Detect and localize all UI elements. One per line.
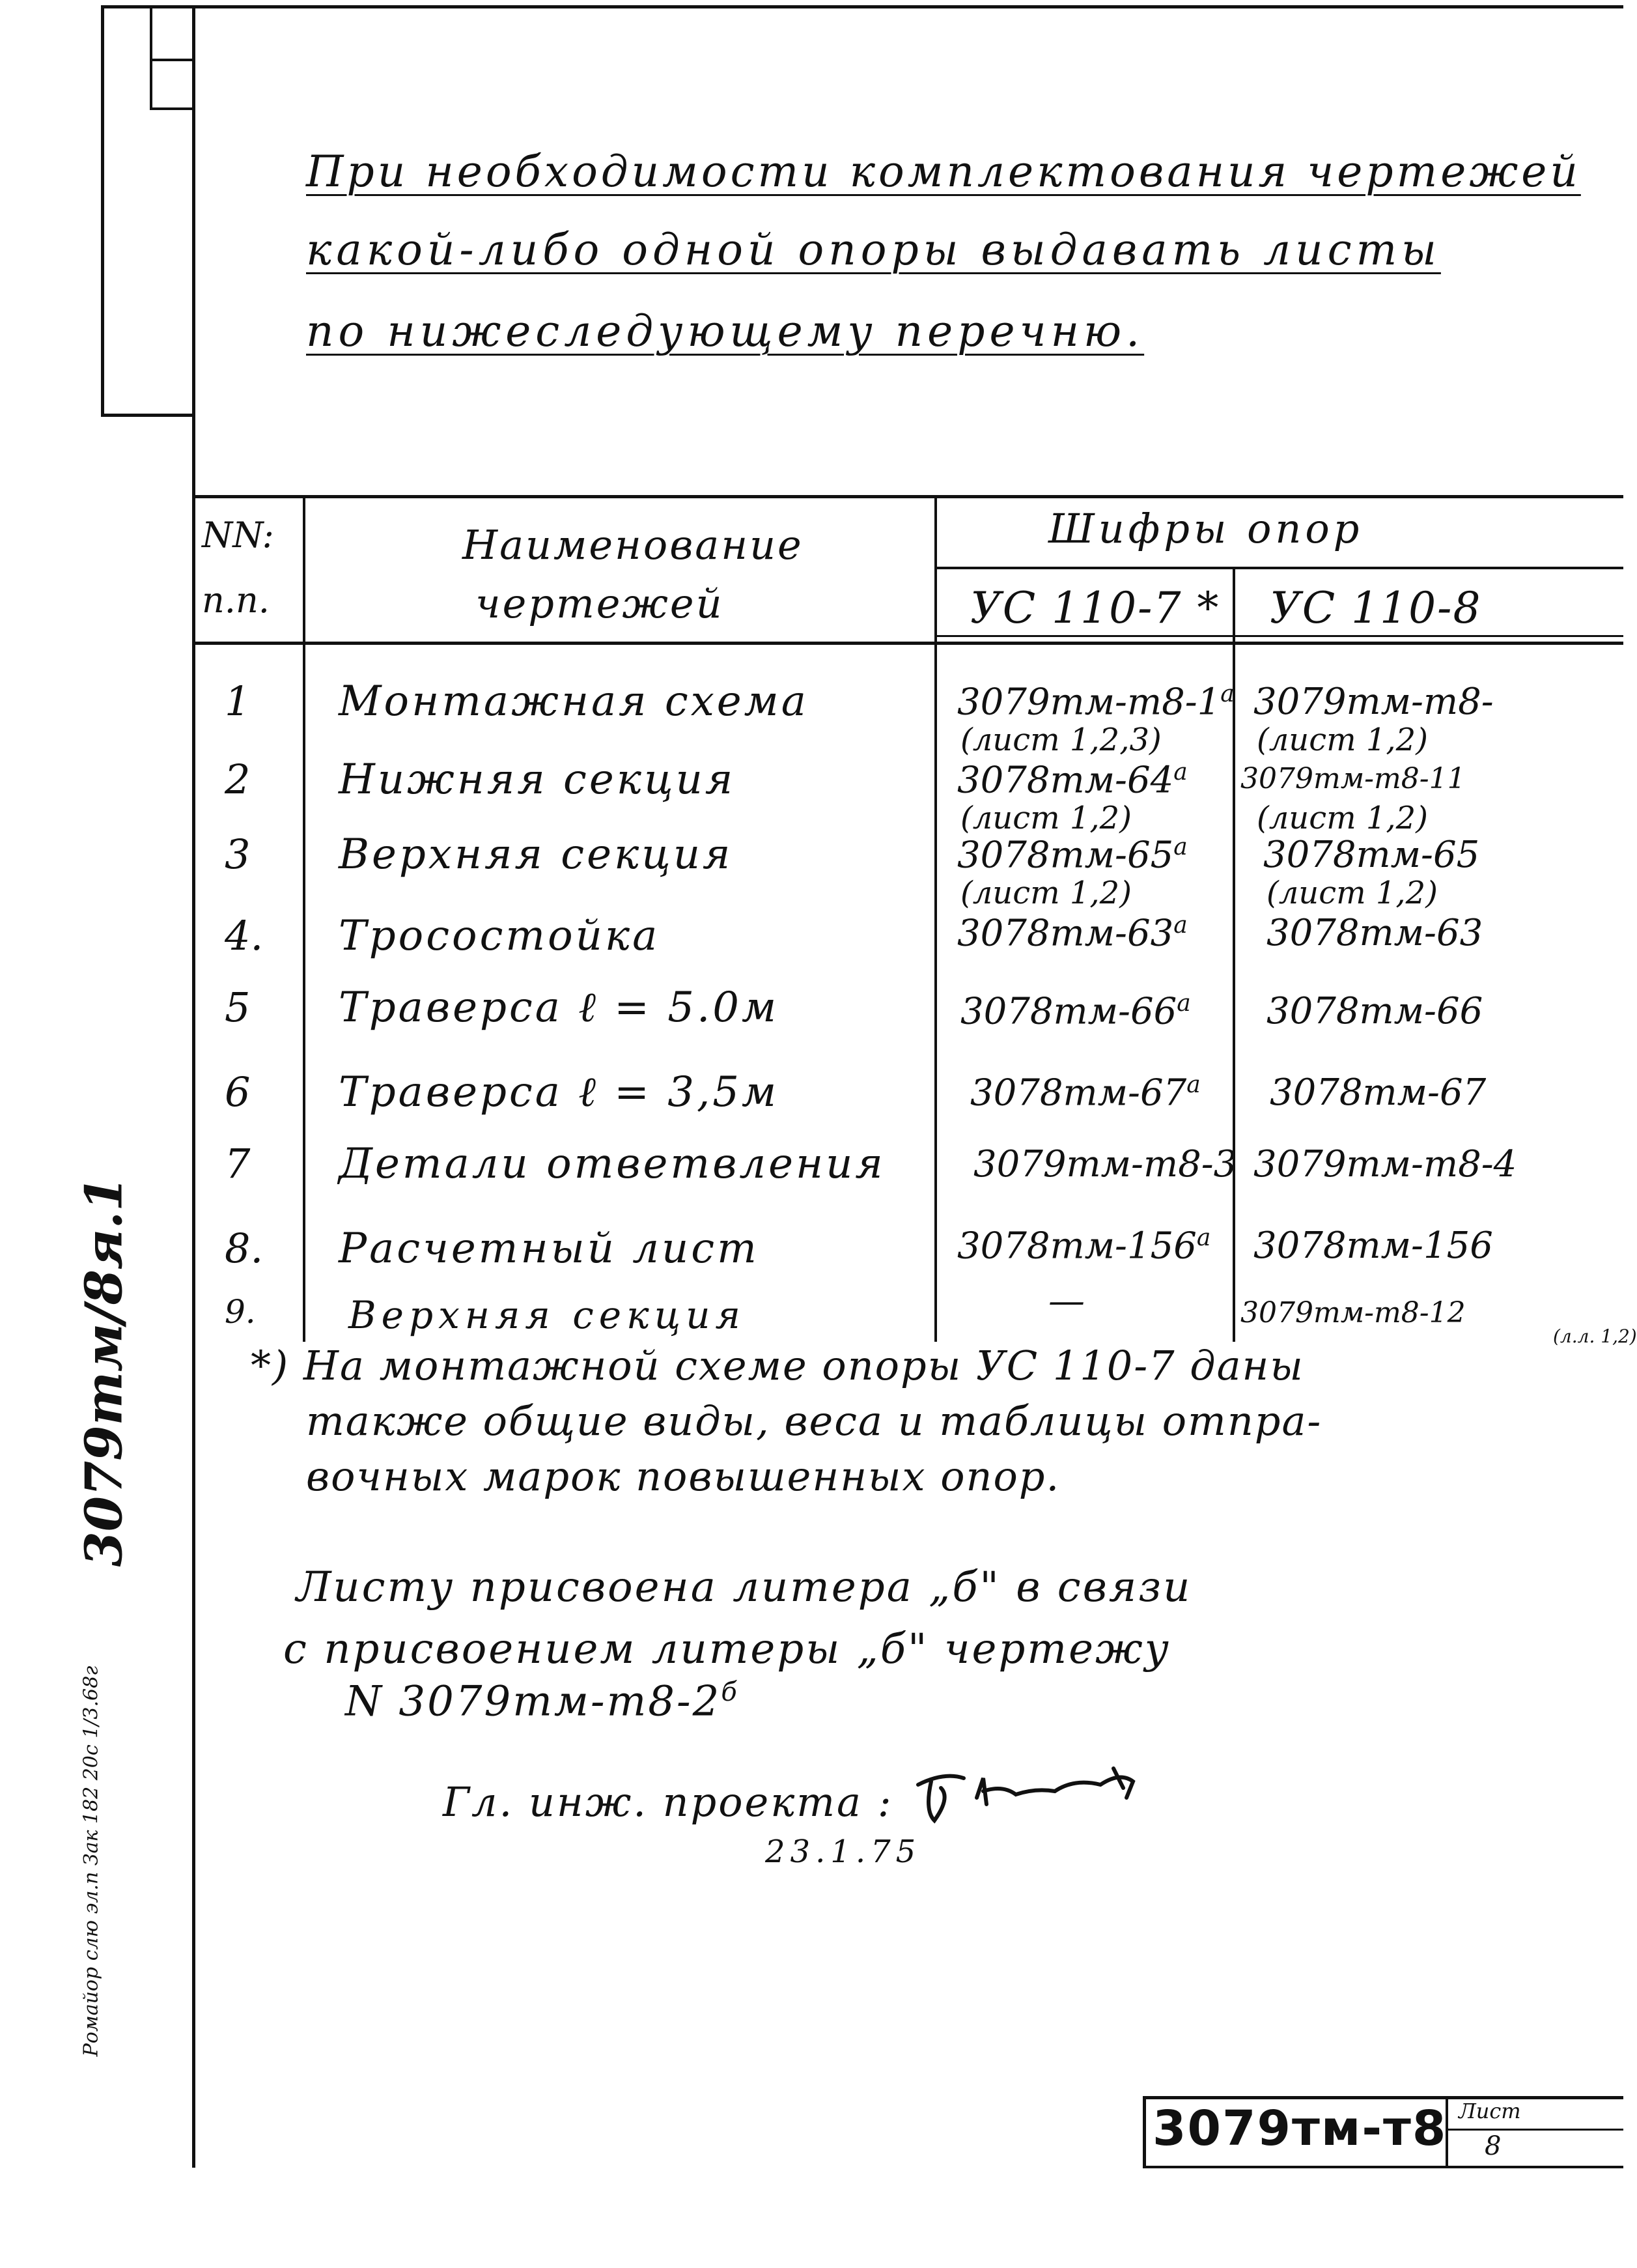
row-code-a: $3078тм-64^а$ bbox=[957, 759, 1188, 802]
title-block-number: 3079тм-т8 bbox=[1153, 2101, 1448, 2157]
litera-note-line-1: Листу присвоена литера „б" в связи bbox=[296, 1563, 1192, 1611]
frame-left-line bbox=[192, 5, 195, 2168]
row-code-b-sheets: (л.л. 1,2) bbox=[1553, 1325, 1637, 1347]
row-name: Тросостойка bbox=[339, 912, 660, 960]
row-code-b: 3079тм-т8-11 bbox=[1240, 762, 1466, 795]
row-number: 6 bbox=[225, 1068, 251, 1116]
row-code-b: 3078тм-67 bbox=[1270, 1071, 1487, 1114]
row-code-a: $3078тм-63^а$ bbox=[957, 912, 1188, 955]
header-codes-title: Шифры опор bbox=[1048, 505, 1364, 552]
heading-line-3: по нижеследующему перечню. bbox=[306, 306, 1145, 356]
footnote-line-1: *) На монтажной схеме опоры УС 110-7 даны bbox=[251, 1342, 1304, 1389]
title-block-left-line bbox=[1143, 2096, 1146, 2168]
margin-box-h2 bbox=[150, 107, 195, 110]
header-code-b: УС 110-8 bbox=[1270, 583, 1482, 633]
row-code-a: 3079тм-т8-3 bbox=[973, 1143, 1237, 1185]
table-sub-header-line bbox=[934, 635, 1623, 637]
table-header-bottom-line bbox=[192, 642, 1623, 645]
row-number: 7 bbox=[225, 1140, 251, 1187]
table-col-line-2 bbox=[934, 495, 937, 1342]
row-code-b: 3078тм-65 bbox=[1263, 834, 1480, 876]
signature-label: Гл. инж. проекта : bbox=[443, 1778, 893, 1826]
signature-date: 23.1.75 bbox=[765, 1834, 921, 1870]
row-code-b: 3078тм-156 bbox=[1253, 1225, 1493, 1267]
row-code-b: 3079тм-т8-12 bbox=[1240, 1296, 1466, 1329]
row-code-b-sheets: (лист 1,2) bbox=[1257, 722, 1428, 758]
header-name-2: чертежей bbox=[475, 580, 724, 627]
row-number: 8. bbox=[225, 1225, 264, 1272]
title-block-bottom-line bbox=[1143, 2166, 1623, 2168]
row-name: Детали ответвления bbox=[339, 1140, 886, 1188]
table-top-line bbox=[192, 495, 1623, 498]
header-num-2: п.п. bbox=[202, 580, 270, 621]
side-stamp-number: 3079тм/8я.1 bbox=[74, 1176, 134, 1567]
row-name: Монтажная схема bbox=[339, 677, 809, 726]
row-code-a-sheets: (лист 1,2,3) bbox=[960, 722, 1162, 758]
margin-box-left bbox=[101, 5, 104, 416]
row-name: Верхняя секция bbox=[339, 830, 733, 879]
margin-box-h1 bbox=[150, 59, 195, 61]
row-code-a: $3078тм-65^а$ bbox=[957, 834, 1188, 877]
row-number: 1 bbox=[225, 677, 251, 725]
row-code-a: $3079тм-т8-1^а$ bbox=[957, 681, 1235, 724]
row-name: Нижняя секция bbox=[339, 756, 736, 804]
row-code-a: $3078тм-66^а$ bbox=[960, 990, 1191, 1033]
litera-note-line-3: N $3079тм-т8-2^б$ bbox=[345, 1677, 739, 1726]
title-block-top-line bbox=[1143, 2096, 1623, 2099]
margin-box-divider bbox=[150, 5, 152, 109]
footnote-line-3: вочных марок повышенных опор. bbox=[306, 1453, 1061, 1500]
heading-line-1: При необходимости комплектования чертежей bbox=[306, 147, 1581, 197]
table-col-line-1 bbox=[303, 495, 305, 1342]
row-number: 2 bbox=[225, 756, 251, 803]
row-code-b: 3079тм-т8- bbox=[1253, 681, 1494, 723]
table-codes-divider bbox=[934, 567, 1623, 569]
row-name: Верхняя секция bbox=[348, 1293, 746, 1337]
title-block-sheet-divider bbox=[1448, 2129, 1623, 2131]
row-code-b-sheets: (лист 1,2) bbox=[1266, 875, 1438, 911]
row-code-b-sheets: (лист 1,2) bbox=[1257, 800, 1428, 836]
frame-top-line bbox=[101, 5, 1623, 8]
row-code-a-sheets: (лист 1,2) bbox=[960, 800, 1132, 836]
row-number: 3 bbox=[225, 830, 251, 878]
title-block-sheet-label: Лист bbox=[1459, 2099, 1521, 2123]
row-number: 4. bbox=[225, 912, 264, 959]
margin-box-bottom bbox=[101, 414, 195, 417]
row-number: 9. bbox=[225, 1293, 256, 1331]
row-code-a: — bbox=[1048, 1280, 1085, 1322]
row-number: 5 bbox=[225, 984, 251, 1031]
signature-scribble bbox=[905, 1759, 1218, 1843]
row-code-b: 3078тм-66 bbox=[1266, 990, 1483, 1032]
header-num-1: NN: bbox=[202, 515, 274, 556]
header-name-1: Наименование bbox=[462, 521, 804, 569]
row-name: Траверса ℓ = 5.0м bbox=[339, 984, 779, 1032]
row-code-b: 3079тм-т8-4 bbox=[1253, 1143, 1517, 1185]
header-code-a: УС 110-7 * bbox=[970, 583, 1220, 633]
litera-note-line-2: с присвоением литеры „б" чертежу bbox=[283, 1625, 1171, 1673]
side-stamp-small: Ромайор слю эл.п Зак 182 20с 1/3.68г bbox=[79, 1666, 103, 2057]
row-code-a: $3078тм-156^а$ bbox=[957, 1225, 1211, 1268]
row-code-a: $3078тм-67^а$ bbox=[970, 1071, 1201, 1114]
row-name: Расчетный лист bbox=[339, 1225, 759, 1273]
heading-line-2: какой-либо одной опоры выдавать листы bbox=[306, 225, 1441, 275]
row-name: Траверса ℓ = 3,5м bbox=[339, 1068, 779, 1116]
footnote-line-2: также общие виды, веса и таблицы отпра- bbox=[306, 1397, 1322, 1445]
row-code-a-sheets: (лист 1,2) bbox=[960, 875, 1132, 911]
title-block-sheet-value: 8 bbox=[1485, 2131, 1502, 2161]
row-code-b: 3078тм-63 bbox=[1266, 912, 1483, 954]
